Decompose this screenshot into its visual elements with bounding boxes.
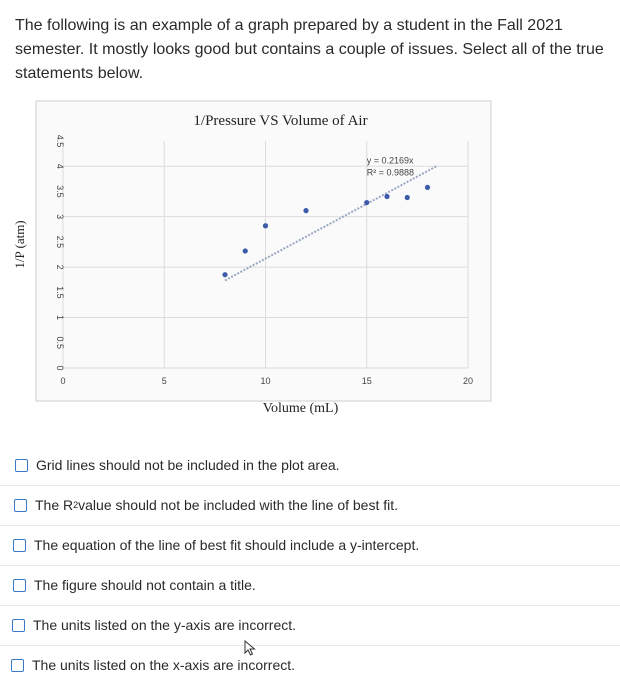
option-grid-lines[interactable] (0, 445, 620, 486)
checkbox-icon[interactable] (15, 459, 28, 472)
option-r2[interactable] (0, 485, 620, 526)
data-point (303, 208, 308, 213)
option-title[interactable] (0, 565, 620, 606)
checkbox-icon[interactable] (14, 499, 27, 512)
scatter-chart (0, 95, 620, 435)
data-point (405, 195, 410, 200)
arrow-cursor-icon (244, 640, 258, 656)
x-tick-label: 0 (60, 376, 66, 386)
data-point (243, 248, 248, 253)
data-point (384, 194, 389, 199)
y-tick-label: 0 (55, 365, 65, 371)
data-point (222, 272, 227, 277)
x-tick-label: 15 (361, 376, 372, 386)
y-axis-label: 1/P (atm) (12, 220, 27, 269)
chart-frame (36, 101, 491, 401)
y-tick-label: 0.5 (55, 336, 65, 350)
checkbox-icon[interactable] (13, 539, 26, 552)
option-y-units[interactable] (0, 605, 620, 646)
checkbox-icon[interactable] (13, 579, 26, 592)
data-point (364, 200, 369, 205)
y-tick-label: 1.5 (55, 286, 65, 299)
trendline-equation: y = 0.2169x (366, 155, 414, 166)
data-point (425, 185, 430, 190)
option-x-units[interactable] (0, 645, 620, 685)
chart-title: 1/Pressure VS Volume of Air (193, 113, 368, 129)
option-label-post: value should not be included with the line of best fit. (78, 497, 399, 513)
option-label-pre: Grid lines should not be included in the plot area. (36, 457, 340, 473)
x-tick-label: 10 (260, 376, 271, 386)
option-label-pre: The units listed on the x-axis are incorrect. (32, 657, 296, 673)
checkbox-icon[interactable] (12, 619, 25, 632)
option-label-sup: 2 (73, 500, 79, 510)
x-axis-label: Volume (mL) (262, 401, 339, 416)
question-text: The following is an example of a graph prepared by a student in the Fall 2021 semester. It mostly looks good but contains a couple of issues. Select all of the true statements below. (15, 17, 604, 82)
y-tick-label: 4 (55, 163, 65, 169)
data-point (263, 223, 268, 228)
option-label-pre: The R (35, 497, 74, 513)
checkbox-icon[interactable] (11, 659, 24, 672)
y-tick-label: 3 (55, 214, 65, 220)
option-label-pre: The units listed on the y-axis are incorrect. (33, 617, 297, 633)
y-tick-label: 3.5 (55, 185, 65, 198)
y-tick-label: 2.5 (55, 235, 65, 249)
y-tick-label: 4.5 (55, 134, 65, 148)
x-tick-label: 20 (462, 376, 474, 386)
y-tick-label: 2 (55, 264, 65, 270)
y-tick-label: 1 (55, 315, 65, 321)
option-label-pre: The equation of the line of best fit should include a y-intercept. (34, 537, 420, 553)
trendline-r2: R² = 0.9888 (366, 167, 415, 178)
option-y-intercept[interactable] (0, 525, 620, 566)
option-label-pre: The figure should not contain a title. (34, 577, 256, 593)
x-tick-label: 5 (161, 376, 167, 386)
